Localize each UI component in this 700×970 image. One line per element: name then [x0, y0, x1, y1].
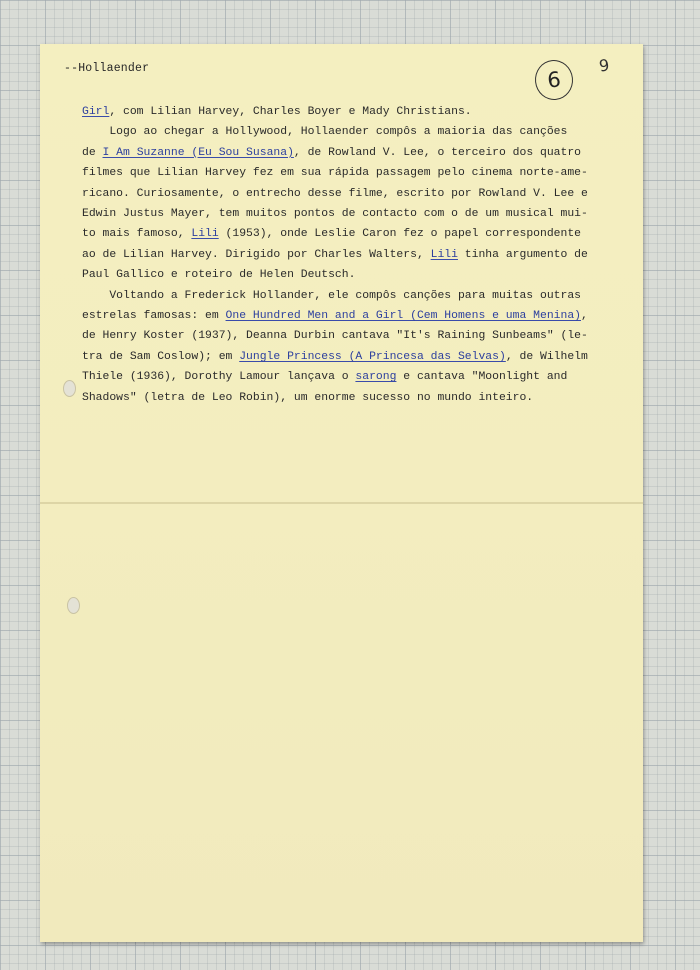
underlined-title: One Hundred Men and a Girl (Cem Homens e uma Menina)	[225, 310, 581, 323]
underlined-title: Girl	[82, 106, 110, 118]
text-segment: de	[82, 146, 103, 159]
page-fold-line	[40, 502, 643, 504]
text-segment: Shadows" (letra de Leo Robin), um enorme sucesso no mundo inteiro.	[82, 391, 534, 404]
underlined-title: Lili	[191, 228, 219, 241]
text-line	[82, 367, 632, 387]
underlined-title: I Am Suzanne (Eu Sou Susana)	[102, 146, 294, 159]
text-segment: Paul Gallico e roteiro de Helen Deutsch.	[82, 269, 356, 282]
text-segment: Logo ao chegar a Hollywood, Hollaender compôs a maioria das canções	[82, 126, 568, 139]
text-segment: ao de Lilian Harvey. Dirigido por Charles Walters,	[82, 248, 431, 261]
text-line	[82, 204, 632, 224]
text-segment: , de Wilhelm	[505, 350, 588, 363]
text-segment: Edwin Justus Mayer, tem muitos pontos de contacto com o de um musical mui-	[82, 208, 588, 221]
circled-page-number: 6	[533, 58, 575, 102]
text-segment: to mais famoso,	[82, 228, 192, 241]
text-segment: , com Lilian Harvey, Charles Boyer e Mady Christians.	[109, 106, 472, 118]
text-line	[82, 265, 632, 285]
text-line	[82, 184, 632, 204]
text-segment: estrelas famosas: em	[82, 310, 226, 323]
text-line	[82, 347, 632, 367]
typed-page	[40, 44, 643, 942]
handwritten-page-number: 9	[597, 55, 611, 76]
text-segment: ,	[581, 310, 588, 323]
text-line	[82, 388, 632, 408]
text-segment: ricano. Curiosamente, o entrecho desse filme, escrito por Rowland V. Lee e	[82, 187, 588, 200]
punch-hole-lower	[67, 597, 80, 614]
text-line	[82, 163, 632, 183]
text-line	[82, 286, 632, 306]
text-segment: , de Rowland V. Lee, o terceiro dos quatro	[293, 146, 582, 159]
text-line	[82, 143, 632, 163]
underlined-title: sarong	[355, 371, 397, 384]
underlined-title: Jungle Princess (A Princesa das Selvas)	[239, 350, 506, 363]
text-line	[82, 245, 632, 265]
underlined-title: Lili	[430, 248, 458, 261]
text-line	[82, 122, 632, 142]
text-line	[82, 306, 632, 326]
page-header: --Hollaender	[64, 62, 150, 75]
text-segment: e cantava "Moonlight and	[396, 371, 568, 384]
text-segment: tra de Sam Coslow); em	[82, 350, 240, 363]
punch-hole-upper	[63, 380, 76, 397]
text-line	[82, 102, 632, 122]
body-text	[82, 102, 632, 408]
text-segment: (1953), onde Leslie Caron fez o papel correspondente	[218, 228, 581, 241]
text-segment: Voltando a Frederick Hollander, ele compôs canções para muitas outras	[82, 289, 581, 302]
text-segment: tinha argumento de	[457, 248, 588, 261]
text-line	[82, 326, 632, 346]
text-segment: filmes que Lilian Harvey fez em sua rápida passagem pelo cinema norte-ame-	[82, 167, 588, 180]
text-segment: Thiele (1936), Dorothy Lamour lançava o	[82, 371, 356, 384]
text-segment: de Henry Koster (1937), Deanna Durbin cantava "It's Raining Sunbeams" (le-	[82, 330, 588, 343]
text-line	[82, 224, 632, 244]
